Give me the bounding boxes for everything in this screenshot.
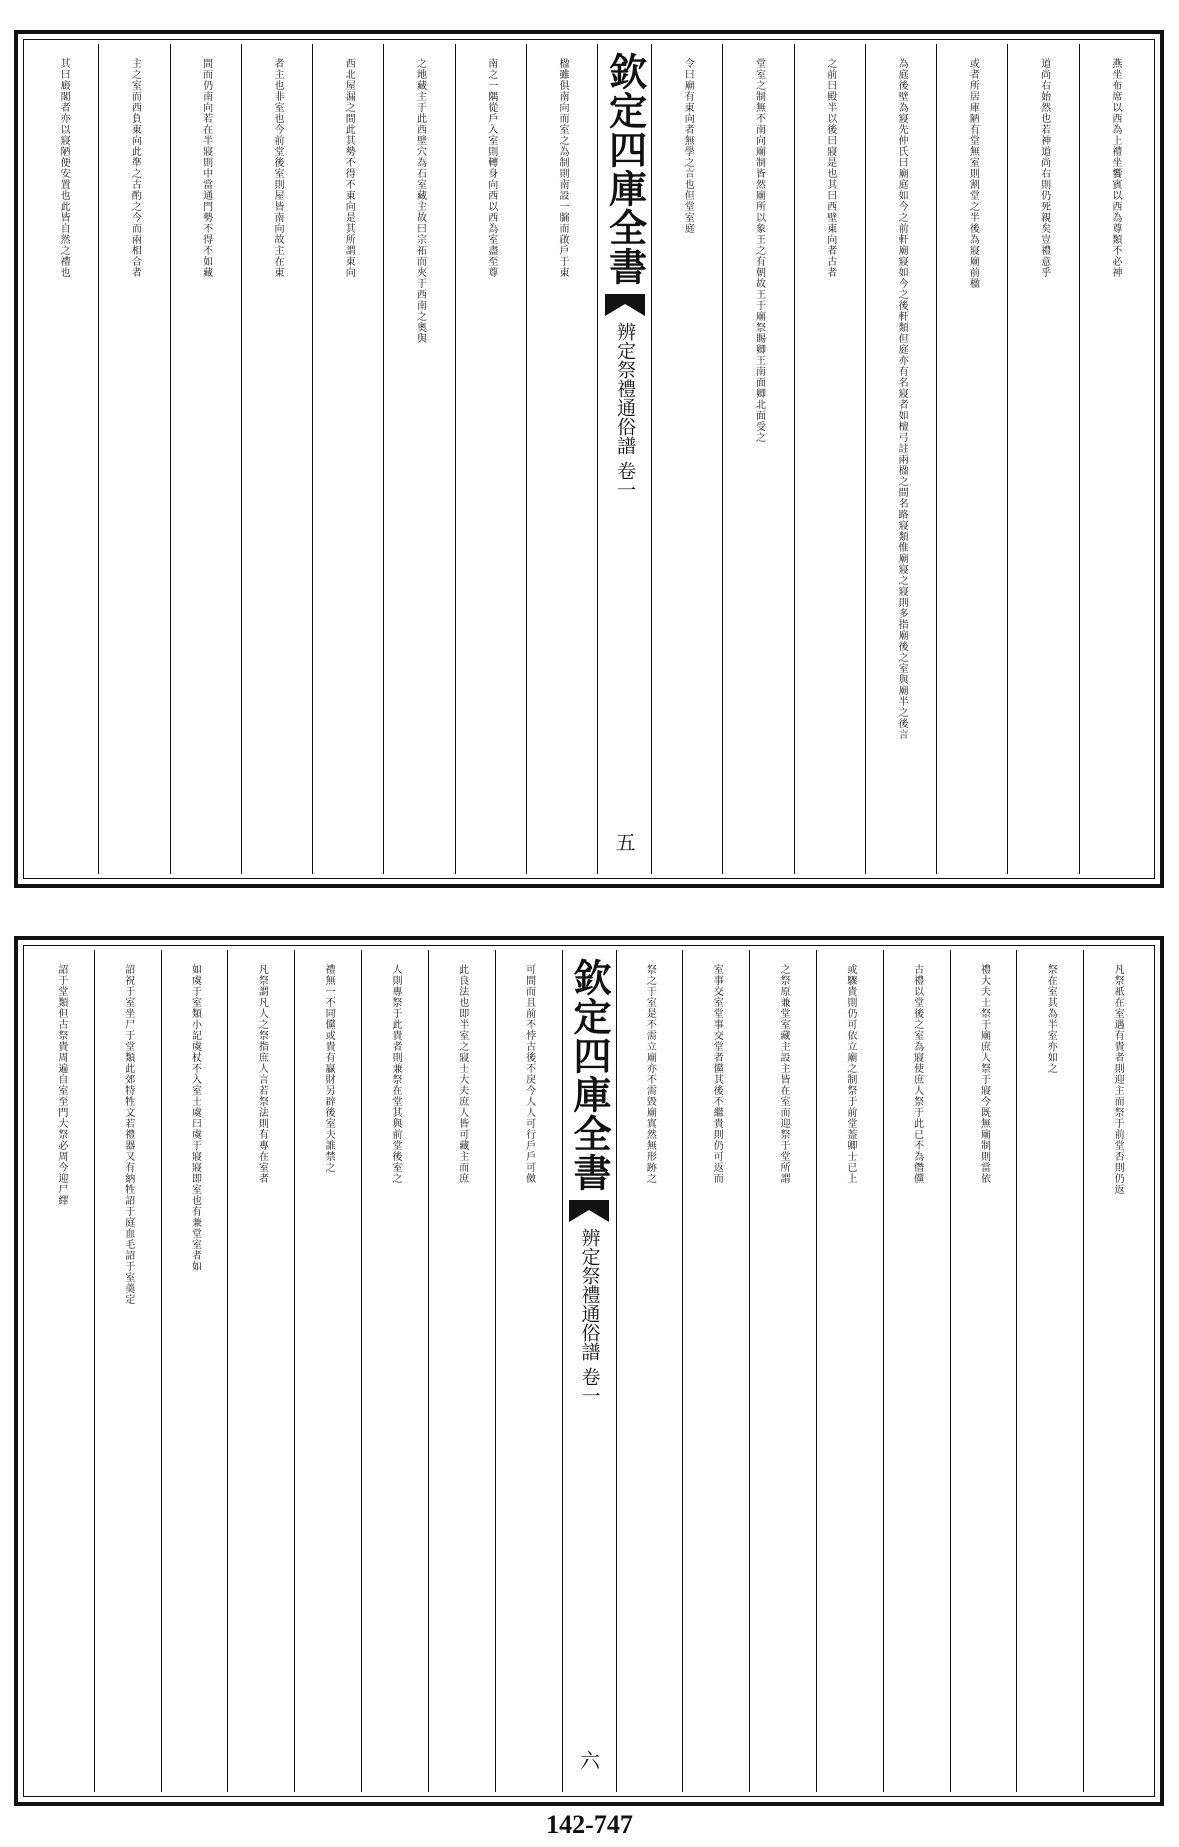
text-column: 祭在室其為半室亦如之 [1016,950,1083,1792]
text-column: 主之室而西負東向此準之古酌之今而兩相合者 [98,44,169,874]
center-fold-column [597,44,651,874]
annotation-column: 為庭後壁為寢先仲氏曰廟庭如今之前軒廟寢如今之後軒類但庭亦有名寢者如檀弓註兩楹之間名路寢類惟廟寢之寢則多指廟後之室與廟半之後言 [865,44,936,874]
text-column: 燕坐布席以西為上禮坐饗賓以西為尊類不必神 [1079,44,1150,874]
text-column: 之祭原兼堂室藏主設主皆在室而迎祭于堂所謂 [749,950,816,1792]
text-column: 祭之于室是不需立廟亦不需毀廟寘然無形跡之 [616,950,683,1792]
text-column: 間而仍南向若在半寢則中當通門勢不得不如藏 [170,44,241,874]
book-subtitle: 辨定祭禮通俗譜 [614,322,637,455]
book-title: 欽定四庫全書 [567,958,612,1192]
text-column: 令曰廟有東向者無學之言也但堂室庭 [651,44,722,874]
folio-number: 六 [576,1750,601,1770]
text-column: 西北屋漏之間此其勢不得不東向是其所謂東向 [312,44,383,874]
text-column: 凡祭祇在室遇有貴者則迎主而祭于前堂否則仍返 [1083,950,1150,1792]
annotation-column: 詔祝于室坐尸于堂類此郊特牲文若禮器又有納牲詔于庭血毛詔于室羮定 [94,950,161,1792]
text-column: 凡祭謂凡人之祭指庶人言若祭法則有專在室者 [227,950,294,1792]
volume-label: 卷一 [614,461,637,499]
page-number: 142-747 [546,1810,633,1839]
text-column: 堂室之制無不南向廟制皆然廟所以象王之有朝故王于廟祭賜卿王南面卿北面受之 [722,44,793,874]
text-column: 此良法也即半室之寢士大夫庶人皆可藏主而庶 [428,950,495,1792]
text-column: 之地藏主于此西壁穴為石室藏主故曰宗祏而夾于西南之奧與 [383,44,454,874]
text-columns-bottom [28,950,1150,1792]
annotation-column: 如虞于室類小記虞杖不入室士虞曰虞于寢寢即室也有兼堂室者如 [161,950,228,1792]
page-panel-bottom [14,936,1164,1806]
text-column: 古禮以堂後之室為寢使庶人祭于此已不為僭儻 [883,950,950,1792]
text-column: 之前曰殿半以後曰寢是也其曰西壁東向者古者 [794,44,865,874]
page-panel-top [14,30,1164,888]
text-column: 禮無一不同儻或貴有贏財另辟後室夫誰禁之 [294,950,361,1792]
text-column: 者主也非室也今前堂後室則屋皆南向故主在東 [241,44,312,874]
text-column: 或驟貴則仍可依立廟之制祭于前堂葢卿士已上 [816,950,883,1792]
volume-label: 卷一 [578,1367,601,1405]
text-column: 室事交室堂事交堂者儻其後不繼貴則仍可返而 [682,950,749,1792]
text-columns-top [28,44,1150,874]
text-column: 其曰廄閣者亦以寢陋便安置也此皆自然之禮也 [58,58,70,278]
book-title: 欽定四庫全書 [602,52,648,286]
center-fold-column [562,950,616,1792]
text-column: 道尚右始然也若神道尚右則仍死親矣豈禮意乎 [1007,44,1078,874]
book-subtitle: 辨定祭禮通俗譜 [578,1228,601,1361]
text-column: 詔于堂類但古祭貴周遍自室至門大祭必周今迎尸繹 [55,964,67,1206]
text-column: 南之一隅從戶入室則轉身向西以西為室盡至尊 [455,44,526,874]
fishtail-mark-icon [569,1200,609,1222]
text-column: 禮大夫士祭于廟庶人祭于寢今既無廟制則當依 [950,950,1017,1792]
text-column: 人則專祭于此貴者則兼祭在堂其與前堂後室之 [361,950,428,1792]
text-column: 或者所居庫陋有堂無室則割堂之半後為寢廟前楹 [936,44,1007,874]
text-column: 楹雖俱南向而室之為制則南設一牖而啟戶于東 [526,44,597,874]
fishtail-mark-icon [605,294,645,316]
folio-number: 五 [612,832,637,852]
text-column: 可間而且前不悖古後不戾今人人可行戶戶可傚 [495,950,562,1792]
